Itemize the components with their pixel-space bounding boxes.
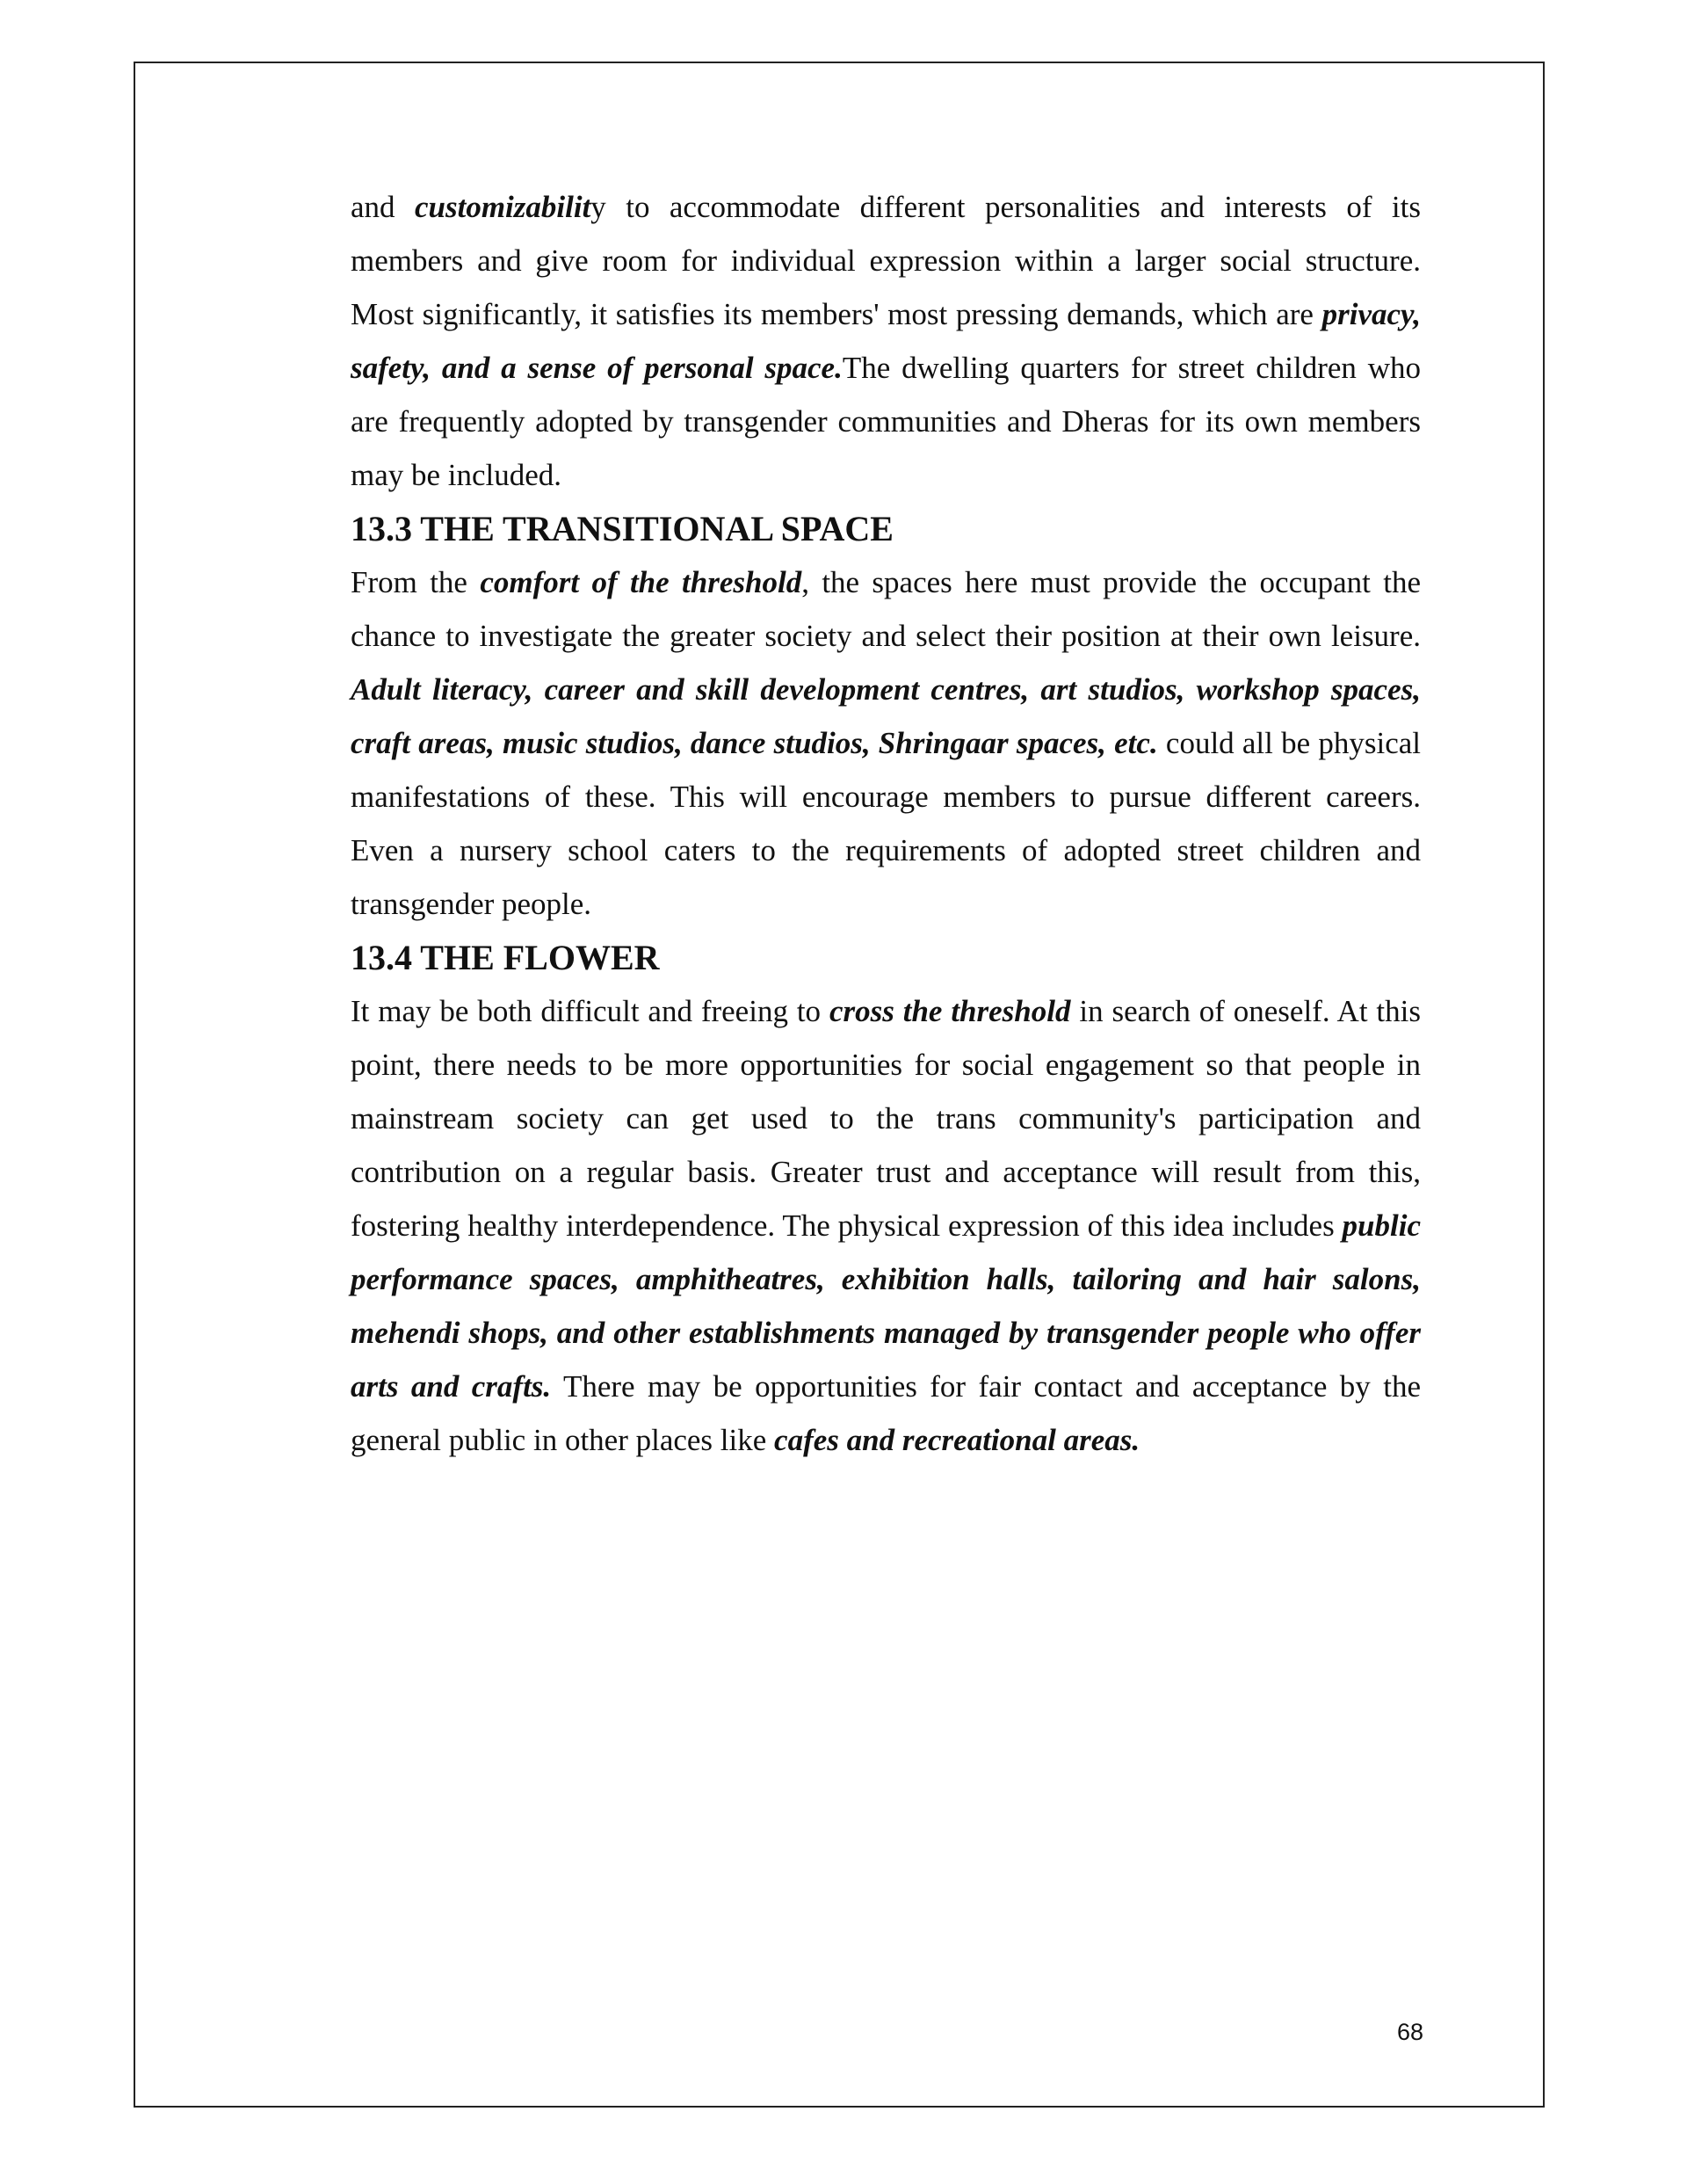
text-run: and <box>351 190 415 224</box>
text-run: , the spaces here must provide the occupant the chance to investigate the greater society and select their position at their own leisure. <box>351 565 1421 653</box>
emphasis-public-spaces-list: public performance spaces, amphitheatres, exhibition halls, tailoring and hair salons, mehendi shops, and other establishments managed by transgender people who offer arts and crafts. <box>351 1208 1421 1404</box>
text-run: From the <box>351 565 481 599</box>
emphasis-customizability: customizabilit <box>414 190 591 224</box>
section-heading-transitional-space: 13.3 THE TRANSITIONAL SPACE <box>351 509 894 548</box>
section-heading-flower: 13.4 THE FLOWER <box>351 938 660 977</box>
paragraph-continuation <box>351 180 1421 502</box>
paragraph-flower <box>351 984 1421 1467</box>
text-run: y to accommodate different personalities and interests of its members and give room for individual expression within a larger social structure. Most significantly, it satisfies its members' most pressing demands, which are <box>351 190 1421 331</box>
text-run: It may be both difficult and freeing to <box>351 994 829 1028</box>
emphasis-privacy-safety: privacy, safety, and a sense of personal space. <box>351 297 1421 385</box>
emphasis-facility-list: Adult literacy, career and skill development centres, art studios, workshop spaces, craft areas, music studios, dance studios, Shringaar spaces, etc. <box>351 672 1421 760</box>
paragraph-transitional-space <box>351 555 1421 931</box>
text-run: There may be opportunities for fair contact and acceptance by the general public in other places like <box>351 1369 1421 1457</box>
text-run: could all be physical manifestations of these. This will encourage members to pursue different careers. Even a nursery school caters to the requirements of adopted street children and transgender people. <box>351 726 1421 921</box>
emphasis-cafes: cafes and recreational areas. <box>774 1423 1140 1457</box>
text-run: The dwelling quarters for street children who are frequently adopted by transgender communities and Dheras for its own members may be included. <box>351 351 1421 492</box>
emphasis-comfort-threshold: comfort of the threshold <box>480 565 802 599</box>
text-run: in search of oneself. At this point, there needs to be more opportunities for social engagement so that people in mainstream society can get used to the trans community's participation and contribution on a regular basis. Greater trust and acceptance will result from this, fostering healthy interdependence. The physical expression of this idea includes <box>351 994 1421 1243</box>
emphasis-cross-threshold: cross the threshold <box>829 994 1071 1028</box>
page-number: 68 <box>1396 2019 1423 2045</box>
page-content <box>351 180 1421 1467</box>
